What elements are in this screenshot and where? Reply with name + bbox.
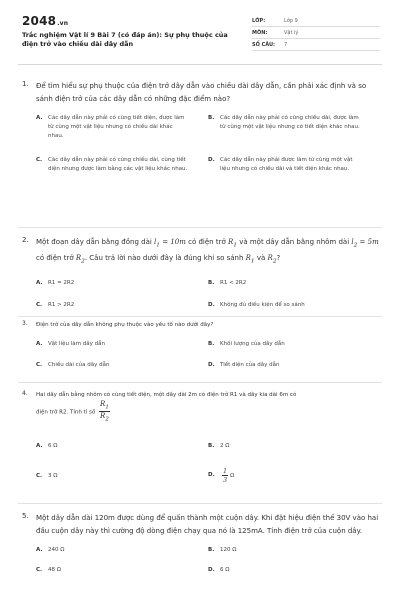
option-key: D. — [208, 471, 215, 478]
option-key: B. — [208, 341, 215, 347]
ratio-fraction: $\frac{R_1}{R_2}$ — [100, 400, 110, 423]
option-b[interactable] — [208, 114, 360, 132]
question-3 — [22, 320, 382, 376]
question-number: 3. — [22, 320, 28, 327]
option-key: C. — [36, 157, 43, 163]
question-number: 5. — [22, 512, 29, 520]
option-a[interactable] — [36, 279, 74, 288]
option-text: Các dây dẫn này phải có cùng chiều dài, được làm từ cùng một vật liệu nhưng có tiết diện khác nhau. — [220, 115, 360, 130]
option-key: B. — [208, 115, 215, 121]
logo-main: 2048 — [22, 14, 57, 28]
option-text: 120 Ω — [220, 547, 237, 553]
option-text: Các dây dẫn này phải có cùng chiều dài, cùng tiết diện nhưng được làm bằng các vật liệu khác nhau. — [48, 157, 188, 172]
option-key: A. — [36, 279, 43, 286]
option-key: D. — [208, 301, 215, 308]
meta-row-class — [252, 15, 380, 27]
question-number: 1. — [22, 80, 29, 88]
option-text: R1 < 2R2 — [220, 279, 247, 286]
option-text: R1 = 2R2 — [48, 279, 75, 286]
question-1 — [22, 80, 382, 196]
question-number: 2. — [22, 236, 29, 244]
meta-value: Lớp 9 — [284, 17, 298, 24]
question-text: Để tìm hiểu sự phụ thuộc của điện trở dây dẫn vào chiều dài dây dẫn, cần phải xác định và so sánh điện trở của các dây dẫn có những đặc điểm nào? — [36, 82, 367, 103]
option-a[interactable] — [36, 546, 64, 555]
option-key: A. — [36, 115, 43, 121]
question-text: Hai dây dẫn bằng nhôm có cùng tiết diện, một dây dài 2m có điện trở R1 và dây kia dài 6m có điện trở R2. Tính tỉ số $\frac{R_1}{R_2}$ — [36, 392, 297, 423]
option-b[interactable] — [208, 546, 236, 555]
meta-value: Vật lý — [284, 29, 299, 36]
option-d[interactable] — [208, 156, 360, 174]
option-c[interactable] — [36, 301, 74, 310]
question-5 — [22, 512, 382, 582]
option-c[interactable] — [36, 566, 61, 575]
option-key: D. — [208, 362, 215, 368]
option-key: D. — [208, 157, 215, 163]
option-c[interactable] — [36, 472, 57, 481]
option-text: 240 Ω — [48, 547, 65, 553]
question-divider — [18, 227, 382, 228]
option-text: 48 Ω — [48, 567, 61, 573]
option-d[interactable] — [208, 361, 280, 370]
option-key: A. — [36, 341, 43, 347]
option-text: 2 Ω — [220, 442, 230, 449]
option-text: Các dây dẫn này phải được làm từ cùng một vật liệu nhưng có chiều dài và tiết diện khác nhau. — [220, 157, 353, 172]
option-a[interactable] — [36, 442, 57, 451]
meta-label: SỐ CÂU: — [252, 41, 276, 48]
option-text: $\frac{1}{3}$ Ω — [223, 466, 235, 484]
option-key: C. — [36, 301, 43, 308]
question-4 — [22, 390, 382, 502]
meta-label: MÔN: — [252, 29, 268, 36]
option-b[interactable] — [208, 279, 246, 288]
option-text: Vật liệu làm dây dẫn — [48, 341, 105, 347]
question-2 — [22, 236, 382, 319]
option-c[interactable] — [36, 361, 109, 370]
option-text: 6 Ω — [48, 442, 58, 449]
meta-value: 7 — [284, 41, 288, 48]
option-text: Khối lượng của dây dẫn — [220, 341, 285, 347]
question-divider — [18, 316, 382, 317]
option-key: C. — [36, 362, 43, 368]
option-a[interactable] — [36, 340, 105, 349]
question-divider — [18, 503, 382, 504]
option-text: 3 Ω — [48, 472, 58, 479]
site-logo[interactable] — [22, 14, 68, 28]
question-divider — [18, 382, 382, 383]
header-divider — [18, 64, 382, 65]
document-title: Trắc nghiệm Vật lí 9 Bài 7 (có đáp án): Sự phụ thuộc của điện trở vào chiều dài dây dẫn — [22, 31, 228, 48]
option-key: C. — [36, 472, 43, 479]
option-key: A. — [36, 442, 43, 449]
option-key: D. — [208, 567, 215, 573]
option-a[interactable] — [36, 114, 188, 141]
meta-row-subject — [252, 27, 380, 39]
option-key: B. — [208, 279, 215, 286]
option-d[interactable] — [208, 301, 305, 310]
meta-row-count — [252, 39, 380, 51]
question-text: Một dây dẫn dài 120m được dùng để quấn thành một cuộn dây. Khi đặt hiệu điện thế 30V vào hai đầu cuộn dây này thì cường độ dòng điện chạy qua nó là 125mA. Tính điện trở của cuộn dây. — [36, 514, 379, 535]
meta-table — [252, 15, 380, 51]
option-b[interactable] — [208, 340, 285, 349]
meta-label: LỚP: — [252, 17, 266, 24]
question-text: Một đoạn dây dẫn bằng đồng dài $l_1 = 10m$ có điện trở $R_1$ và một dây dẫn bằng nhôm dài $l_2 = 5m$ có điện trở $R_2$. Câu trả lời nào dưới đây là đúng khi so sánh $R_1$ và $R_2$? — [36, 238, 379, 265]
logo-suffix: .vn — [57, 20, 69, 27]
option-c[interactable] — [36, 156, 188, 174]
question-text: Điện trở của dây dẫn không phụ thuộc vào yếu tố nào dưới đây? — [36, 322, 214, 328]
option-key: A. — [36, 547, 43, 553]
option-b[interactable] — [208, 442, 229, 451]
option-key: C. — [36, 567, 43, 573]
option-text: Không đủ điều kiện để so sánh — [220, 301, 305, 308]
option-text: 6 Ω — [220, 567, 230, 573]
question-number: 4. — [22, 390, 28, 397]
option-text: R1 > 2R2 — [48, 301, 75, 308]
option-text: Chiều dài của dây dẫn — [48, 362, 110, 368]
option-text: Các dây dẫn này phải có cùng tiết diện, được làm từ cùng một vật liệu nhưng có chiều dài khác nhau. — [48, 115, 185, 139]
option-text: Tiết diện của dây dẫn — [220, 362, 280, 368]
option-d[interactable] — [208, 467, 234, 484]
option-key: B. — [208, 442, 215, 449]
option-d[interactable] — [208, 566, 229, 575]
option-key: B. — [208, 547, 215, 553]
